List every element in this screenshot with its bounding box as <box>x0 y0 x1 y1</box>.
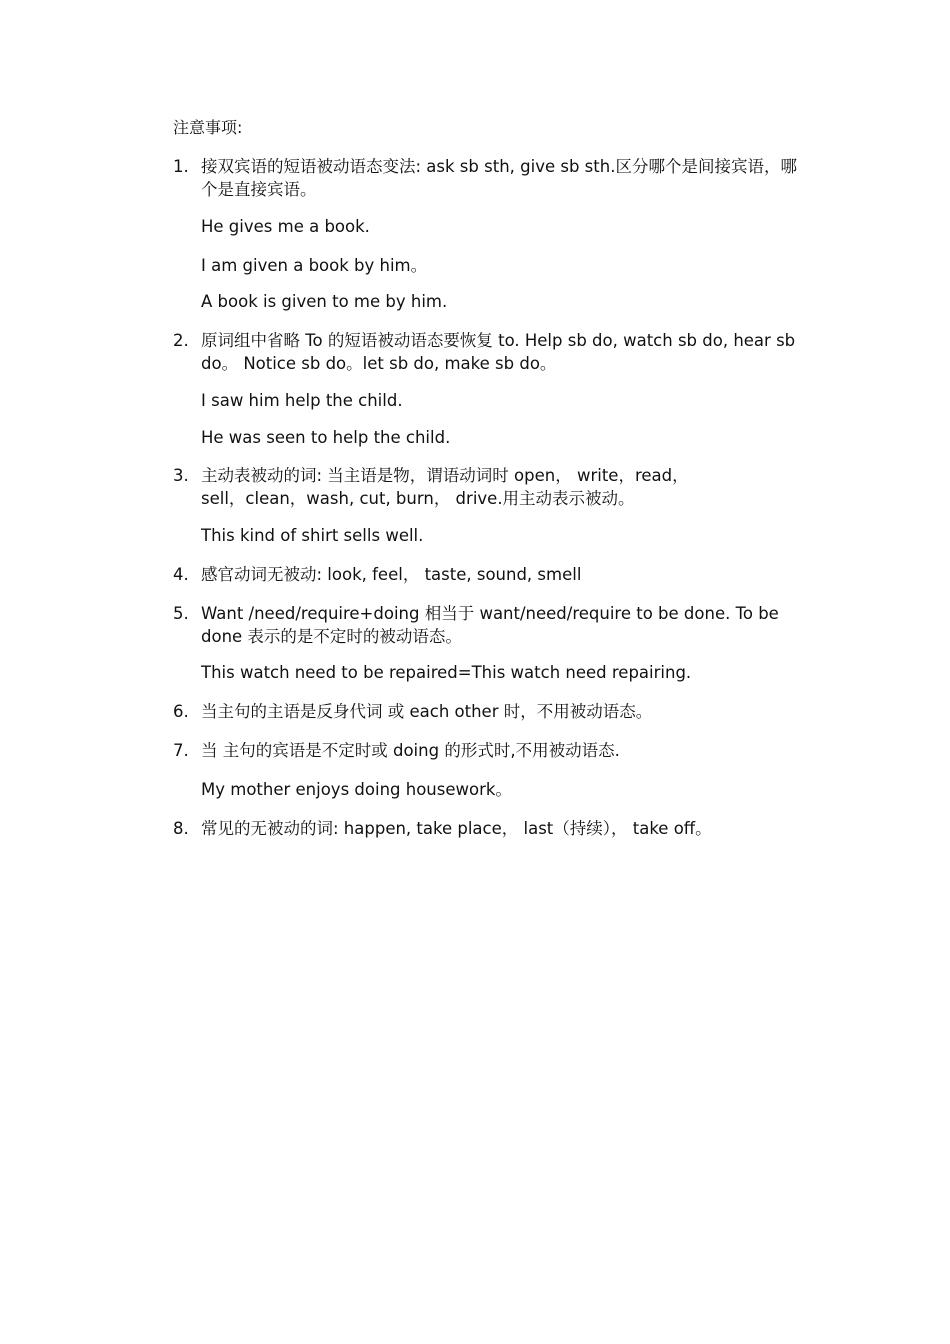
list-item-number: 2. <box>173 331 189 350</box>
list-item-number: 7. <box>173 741 189 760</box>
list-item-text: 主动表被动的词: 当主语是物，谓语动词时 open， write，read， sell，clean，wash, cut, burn， drive.用主动表示被动。 <box>201 466 689 508</box>
list-item-8 <box>173 817 813 840</box>
list-item-3 <box>173 464 733 510</box>
list-item-text: 感官动词无被动: look, feel， taste, sound, smell <box>201 565 582 584</box>
list-item-number: 6. <box>173 702 189 721</box>
list-item-text: 当 主句的宾语是不定时或 doing 的形式时,不用被动语态. <box>201 741 620 760</box>
list-item-4 <box>173 563 813 586</box>
list-item-number: 8. <box>173 819 189 838</box>
example-sentence: This watch need to be repaired=This watch need repairing. <box>201 663 692 682</box>
example-sentence: My mother enjoys doing housework。 <box>201 780 512 799</box>
list-item-number: 4. <box>173 565 189 584</box>
list-item-text: 接双宾语的短语被动语态变法: ask sb sth, give sb sth.区分哪个是间接宾语，哪个是直接宾语。 <box>201 157 797 199</box>
notes-heading: 注意事项: <box>173 118 243 137</box>
list-item-number: 5. <box>173 604 189 623</box>
list-item-text: 常见的无被动的词: happen, take place， last（持续）， take off。 <box>201 819 712 838</box>
list-item-2 <box>173 329 813 375</box>
list-item-text: 当主句的主语是反身代词 或 each other 时，不用被动语态。 <box>201 702 653 721</box>
list-item-7 <box>173 739 813 762</box>
example-sentence: He was seen to help the child. <box>201 428 451 447</box>
example-sentence: I saw him help the child. <box>201 391 403 410</box>
list-item-number: 3. <box>173 466 189 485</box>
list-item-1 <box>173 155 813 201</box>
list-item-6 <box>173 700 813 723</box>
list-item-5 <box>173 602 813 648</box>
list-item-text: Want /need/require+doing 相当于 want/need/require to be done. To be done 表示的是不定时的被动语态。 <box>201 604 779 646</box>
example-sentence: A book is given to me by him. <box>201 292 448 311</box>
list-item-text: 原词组中省略 To 的短语被动语态要恢复 to. Help sb do, watch sb do, hear sb do。 Notice sb do。let sb do, make sb do。 <box>201 331 796 373</box>
example-sentence: He gives me a book. <box>201 217 370 236</box>
example-sentence: This kind of shirt sells well. <box>201 526 424 545</box>
example-sentence: I am given a book by him。 <box>201 256 428 275</box>
list-item-number: 1. <box>173 157 189 176</box>
